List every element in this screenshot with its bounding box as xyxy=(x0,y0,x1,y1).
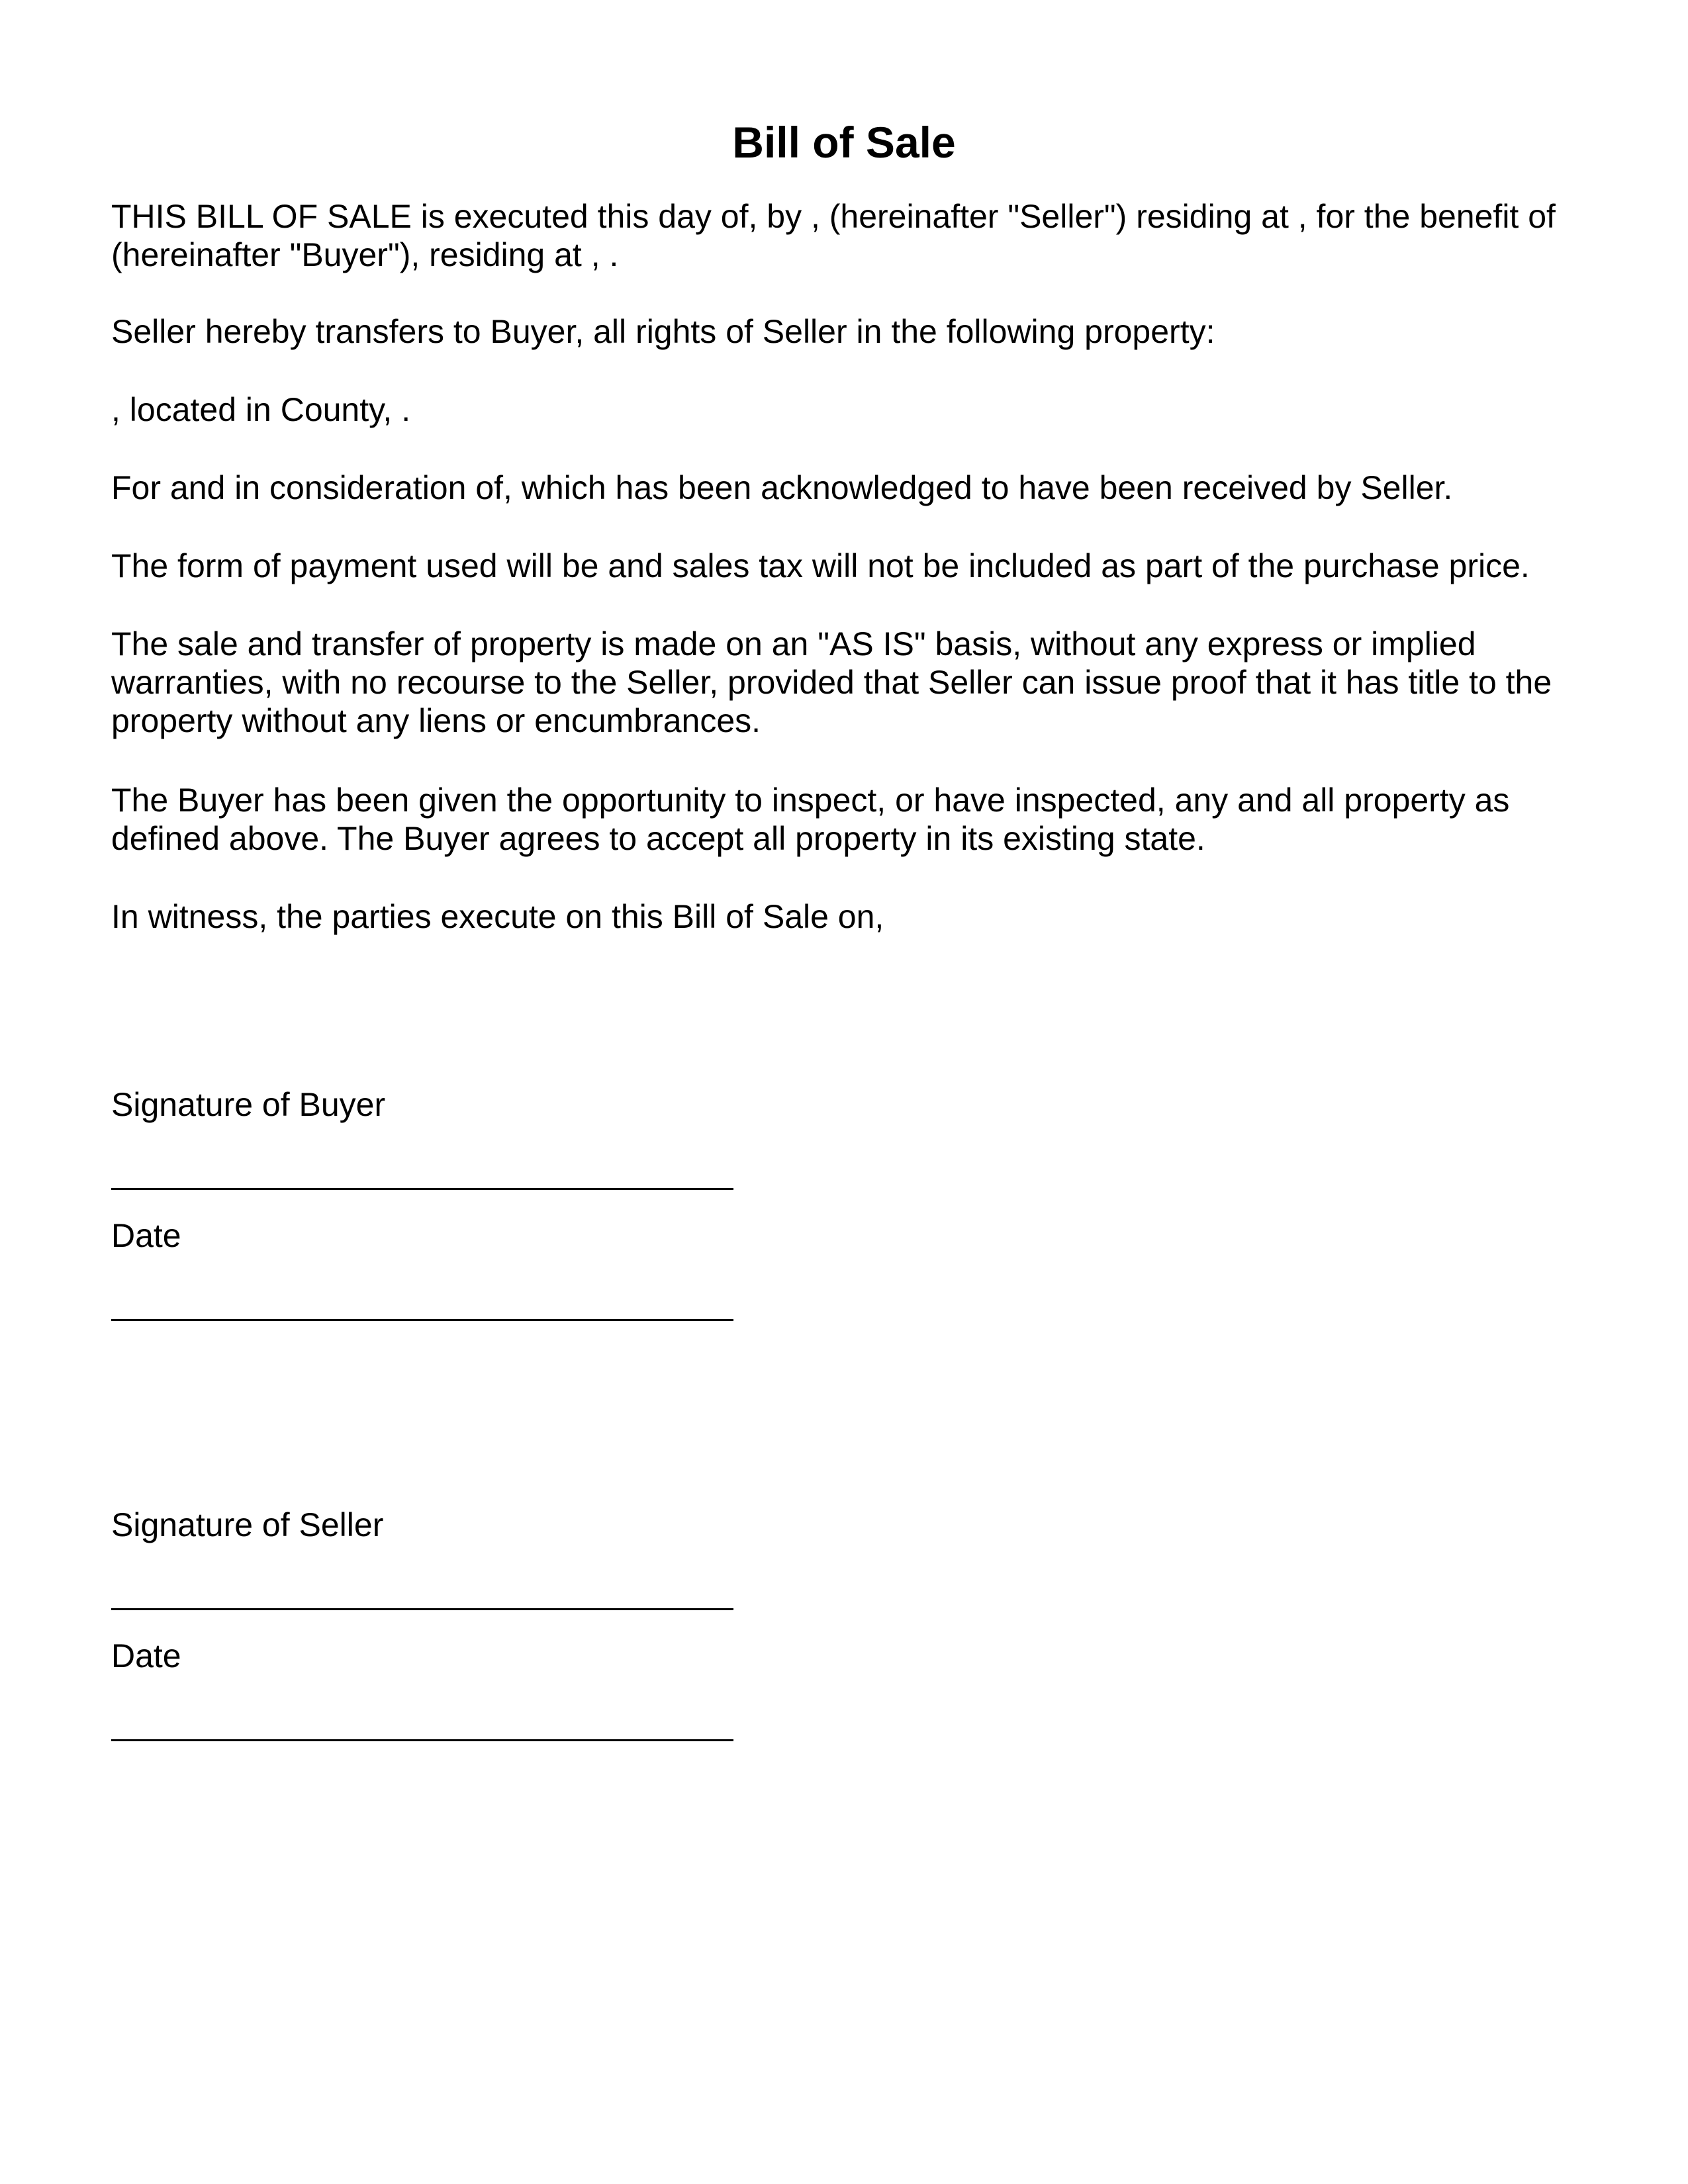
seller-signature-label: Signature of Seller xyxy=(111,1506,384,1543)
paragraph-inspection: The Buyer has been given the opportunity to inspect, or have inspected, any and all property as defined above. The Buyer agrees to accept all property in its existing state. xyxy=(111,782,1510,857)
paragraph-as-is: The sale and transfer of property is made on an "AS IS" basis, without any express or implied warranties, with no recourse to the Seller, provided that Seller can issue proof that it has title to the property without any liens or encumbrances. xyxy=(111,625,1552,739)
paragraph-transfer: Seller hereby transfers to Buyer, all rights of Seller in the following property: xyxy=(111,313,1215,350)
buyer-signature-line[interactable] xyxy=(111,1188,733,1190)
buyer-date-line[interactable] xyxy=(111,1319,733,1321)
buyer-date-label: Date xyxy=(111,1217,181,1254)
paragraph-intro: THIS BILL OF SALE is executed this day of, by , (hereinafter "Seller") residing at , for the benefit of (hereinafter "Buyer"), residing at , . xyxy=(111,198,1556,273)
paragraph-witness: In witness, the parties execute on this Bill of Sale on, xyxy=(111,898,884,935)
seller-date-line[interactable] xyxy=(111,1739,733,1741)
paragraph-payment: The form of payment used will be and sales tax will not be included as part of the purchase price. xyxy=(111,547,1530,584)
paragraph-location: , located in County, . xyxy=(111,391,411,428)
seller-signature-line[interactable] xyxy=(111,1608,733,1610)
document-title: Bill of Sale xyxy=(732,118,956,167)
seller-date-label: Date xyxy=(111,1637,181,1674)
buyer-signature-label: Signature of Buyer xyxy=(111,1086,386,1123)
paragraph-consideration: For and in consideration of, which has been acknowledged to have been received by Seller. xyxy=(111,469,1453,506)
